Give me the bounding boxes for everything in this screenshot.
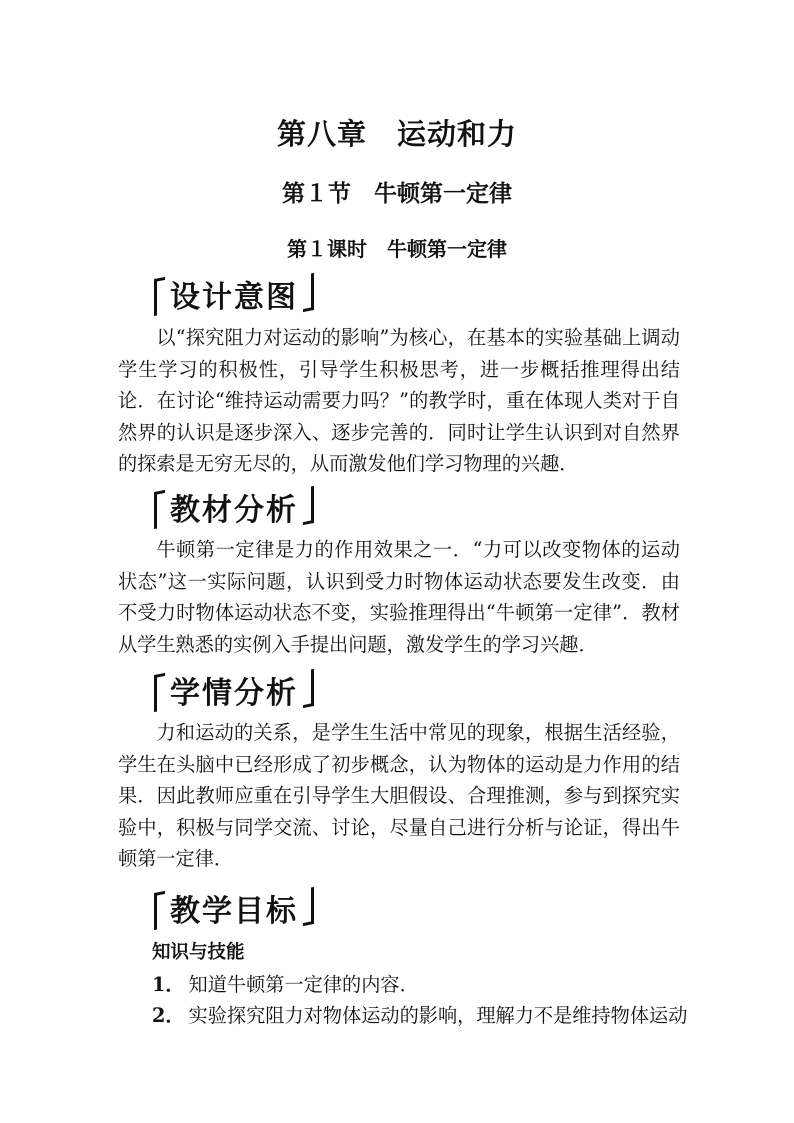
paragraph-design-intent: 以“探究阻力对运动的影响”为核心，在基本的实验基础上调动学生学习的积极性，引导学生积极思考，进一步概括推理得出结论．在讨论“维持运动需要力吗？”的教学时，重在体现人类对于自然界的认识是逐步深入、逐步完善的．同时让学生认识到对自然界的探索是无穷无尽的，从而激发他们学习物理的兴趣． <box>118 326 680 475</box>
subheading-knowledge-skills: 知识与技能 <box>152 942 245 963</box>
bracket-right-icon <box>306 272 316 316</box>
list-item <box>152 1001 688 1028</box>
section-heading-text: 学情分析 <box>170 676 298 711</box>
paragraph-student-analysis: 力和运动的关系，是学生生活中常见的现象，根据生活经验，学生在头脑中已经形成了初步概念，认为物体的运动是力作用的结果．因此教师应重在引导学生大胆假设、合理推测，参与到探究实验中，积极与同学交流、讨论，尽量自己进行分析与论证，得出牛顿第一定律． <box>118 721 680 870</box>
section-heading-text: 教材分析 <box>170 493 298 528</box>
bracket-right-icon <box>306 668 316 712</box>
list-item-text: 知道牛顿第一定律的内容． <box>188 973 419 996</box>
list-item-number: 2． <box>152 1004 185 1027</box>
bracket-left-icon <box>152 485 162 529</box>
section-heading-textbook-analysis <box>152 483 316 531</box>
lesson-title: 第１课时 牛顿第一定律 <box>287 237 507 261</box>
section-heading-design-intent <box>152 270 316 318</box>
bracket-right-icon <box>306 485 316 529</box>
section-title: 第１节 牛顿第一定律 <box>282 181 512 207</box>
section-heading-student-analysis <box>152 666 316 714</box>
bracket-left-icon <box>152 886 162 930</box>
list-item-text: 实验探究阻力对物体运动的影响，理解力不是维持物体运动 <box>188 1004 688 1027</box>
section-heading-teaching-goals <box>152 884 316 932</box>
section-heading-text: 设计意图 <box>170 280 298 315</box>
bracket-left-icon <box>152 272 162 316</box>
section-heading-text: 教学目标 <box>170 894 298 929</box>
chapter-title: 第八章 运动和力 <box>276 117 517 151</box>
list-item-number: 1． <box>152 973 185 996</box>
paragraph-textbook-analysis: 牛顿第一定律是力的作用效果之一．“力可以改变物体的运动状态”这一实际问题，认识到受力时物体运动状态要发生改变．由不受力时物体运动状态不变，实验推理得出“牛顿第一定律”．教材从学生熟悉的实例入手提出问题，激发学生的学习兴趣． <box>118 538 680 656</box>
list-item <box>152 970 682 997</box>
bracket-right-icon <box>306 886 316 930</box>
bracket-left-icon <box>152 668 162 712</box>
